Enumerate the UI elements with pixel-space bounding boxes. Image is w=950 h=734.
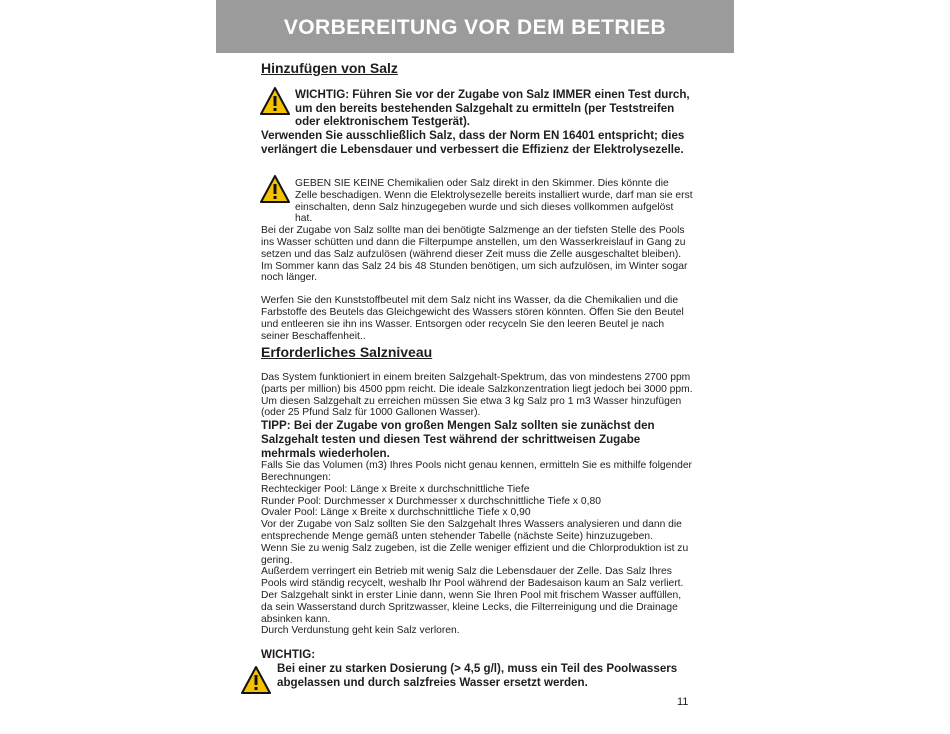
formula-round: Runder Pool: Durchmesser x Durchmesser x durchschnittliche Tiefe x 0,80 bbox=[261, 495, 601, 507]
section-heading-salt-level: Erforderliches Salzniveau bbox=[261, 344, 433, 360]
evaporation-paragraph: Durch Verdunstung geht kein Salz verloren. bbox=[261, 625, 460, 637]
volume-paragraph: Falls Sie das Volumen (m3) Ihres Pools nicht genau kennen, ermitteln Sie es mithilfe folgender Berechnungen: bbox=[261, 460, 692, 484]
important-block bbox=[261, 88, 693, 157]
warning-icon bbox=[241, 666, 271, 694]
warning-block bbox=[261, 178, 693, 342]
page-title: VORBEREITUNG VOR DEM BETRIEB bbox=[283, 16, 667, 39]
summer-paragraph: Im Sommer kann das Salz 24 bis 48 Stunden benötigen, um sich aufzulösen, im Winter sogar noch länger. bbox=[261, 260, 688, 284]
salt-norm-note: Verwenden Sie ausschließlich Salz, dass der Norm EN 16401 entspricht; dies verlängert die Lebensdauer und verbessert die Effizienz der Elektrolysezelle. bbox=[261, 129, 685, 156]
skimmer-warning: GEBEN SIE KEINE Chemikalien oder Salz direkt in den Skimmer. Dies könnte die Zelle beschadigen. Wenn die Elektrolysezelle bereits installiert wurde, darf man sie erst einschalten, denn Salz hinzugegeben wurde und sich dieses vollkommen aufgelöst hat. bbox=[295, 178, 693, 225]
reduce-paragraph: Außerdem verringert ein Betrieb mit wenig Salz die Lebensdauer der Zelle. Das Salz Ihres Pools wird ständig recycelt, weshalb Ihr Pool während der Badesaison kaum an Salz verliert. Der Salzgehalt sinkt in erster Linie dann, wenn Sie Ihren Pool mit frischem Wasser auffüllen, da sein Wasserstand durch Spritzwasser, kleine Lecks, die Filterreinigung und die Drainage absinken kann. bbox=[261, 566, 684, 625]
system-paragraph: Das System funktioniert in einem breiten Salzgehalt-Spektrum, das von mindestens 2700 ppm (parts per million) bis 4500 ppm reicht. Die ideale Salzkonzentration liegt jedoch bei 3000 ppm. Um diesen Salzgehalt zu erreichen müssen Sie etwa 3 kg Salz pro 1 m3 Wasser hinzufügen (oder 25 Pfund Salz für 1000 Gallonen Wasser). bbox=[261, 372, 693, 419]
header-bar bbox=[216, 0, 734, 53]
page-number: 11 bbox=[677, 696, 689, 708]
formula-rectangular: Rechteckiger Pool: Länge x Breite x durchschnittliche Tiefe bbox=[261, 483, 530, 495]
section-heading-salt: Hinzufügen von Salz bbox=[261, 60, 398, 76]
add-salt-paragraph: Bei der Zugabe von Salz sollte man dei benötigte Salzmenge an der tiefsten Stelle des Pools ins Wasser schütten und dann die Filterpumpe anstellen, um den Wasserkreislauf in Gang zu setzen und das Salz aufzulösen (während dieser Zeit muss die Zelle ausgeschaltet bleiben). bbox=[261, 225, 686, 260]
too-little-paragraph: Wenn Sie zu wenig Salz zugeben, ist die Zelle weniger effizient und die Chlorproduktion ist zu gering. bbox=[261, 542, 689, 566]
overdose-note: Bei einer zu starken Dosierung (> 4,5 g/l), muss ein Teil des Poolwassers abgelassen und durch salzfreies Wasser ersetzt werden. bbox=[277, 661, 678, 689]
bag-paragraph: Werfen Sie den Kunststoffbeutel mit dem Salz nicht ins Wasser, da die Chemikalien und die Farbstoffe des Beutels das Gleichgewicht des Wassers stören könnten. Öffen Sie den Beutel und entleeren sie ihn ins Wasser. Entsorgen oder recyceln Sie den leeren Beutel je nach seiner Beschaffenheit.. bbox=[261, 295, 684, 342]
tip-note: TIPP: Bei der Zugabe von großen Mengen Salz sollten sie zunächst den Salzgehalt testen und diesen Test während der schrittweisen Zugabe mehrmals wiederholen. bbox=[261, 419, 655, 460]
important-label: WICHTIG: bbox=[261, 648, 316, 662]
important-note: WICHTIG: Führen Sie vor der Zugabe von Salz IMMER einen Test durch, um den bereits bestehenden Salzgehalt zu ermitteln (per Teststreifen oder elektronischem Testgerät). bbox=[295, 88, 690, 129]
formula-oval: Ovaler Pool: Länge x Breite x durchschnittliche Tiefe x 0,90 bbox=[261, 507, 531, 519]
analyse-paragraph: Vor der Zugabe von Salz sollten Sie den Salzgehalt Ihres Wassers analysieren und dann die entsprechende Menge gemäß unten stehender Tabelle (nächste Seite) hinzuzugeben. bbox=[261, 519, 682, 543]
salt-level-block bbox=[261, 372, 693, 689]
